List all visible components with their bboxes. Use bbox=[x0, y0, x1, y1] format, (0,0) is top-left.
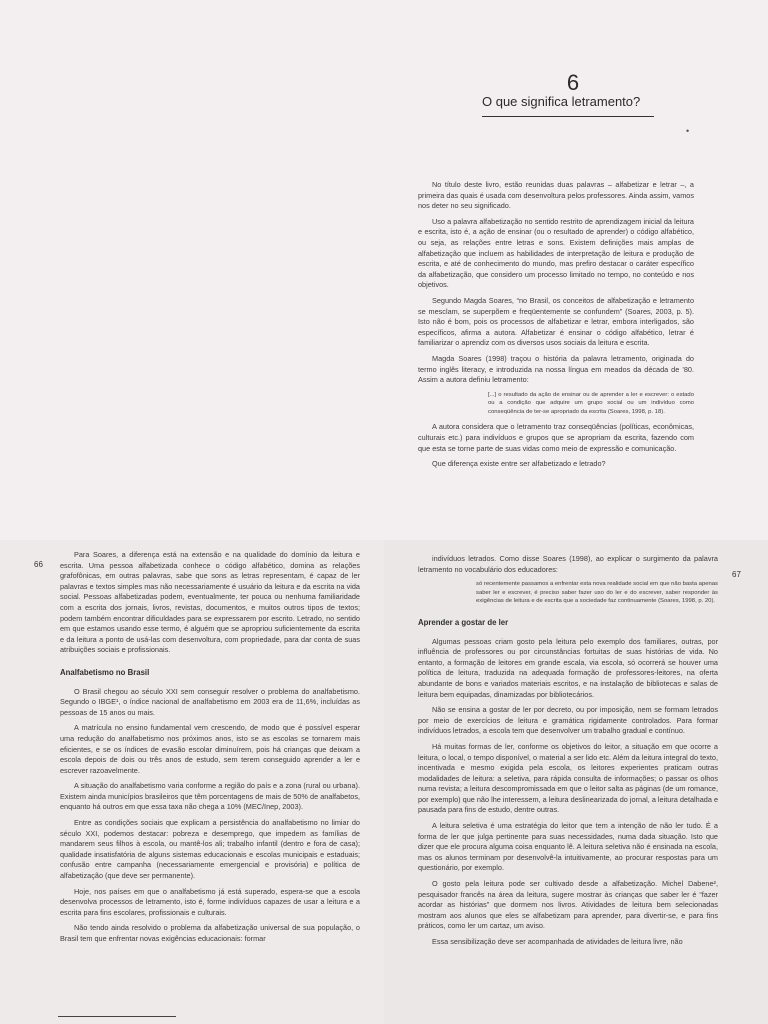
top-text-column bbox=[418, 180, 694, 475]
paragraph: O gosto pela leitura pode ser cultivado desde a alfabetização. Michel Dabene², pesquisador francês na área da leitura, sugere mostrar às crianças que saber ler é “fazer acordar as histórias” que dormem nos livros. Atividades de leitura bem selecionadas mostram aos alunos que eles se alfabetizam para aprender, para divertir-se, e para fins práticos, como ler um cartaz, um aviso. bbox=[418, 879, 718, 931]
left-text-column bbox=[60, 550, 360, 950]
paragraph: Há muitas formas de ler, conforme os objetivos do leitor, a situação em que ocorre a leitura, o local, o tempo disponível, o material a ser lido etc. Além da leitura integral do texto, incentivada e mesmo exigida pela escola, os leitores experientes praticam outras modalidades de leitura: a seletiva, para rápida consulta de informações; o passar os olhos numa revista; a leitura descompromissada em que o leitor salta as páginas (de um romance, por exemplo) que não lhe interessem, a leitura deslinearizada do jornal, a leitura detalhada e pausada para fins de estudo, dentre outras. bbox=[418, 741, 718, 815]
paragraph: A autora considera que o letramento traz conseqüências (políticas, econômicas, culturais etc.) para indivíduos e grupos que se apropriam da escrita, fazendo com que esta se torne parte de suas vidas como meio de expressão e comunicação. bbox=[418, 422, 694, 453]
page-number-right: 67 bbox=[732, 570, 741, 579]
paragraph: A leitura seletiva é uma estratégia do leitor que tem a intenção de não ler tudo. É a forma de ler que julga pertinente para suas necessidades, numa dada situação. Isto que dizer que ele procura alguma coisa enquanto lê. A leitura seletiva não é ensinada na escola, mas os alunos terminam por desenvolvê-la intuitivamente, ao procurar respostas para um questionário, por exemplo. bbox=[418, 821, 718, 873]
stray-mark: • bbox=[686, 126, 690, 136]
page-number-left: 66 bbox=[34, 560, 43, 569]
chapter-number: 6 bbox=[566, 70, 580, 95]
paragraph: Que diferença existe entre ser alfabetizado e letrado? bbox=[432, 459, 606, 469]
paragraph: O Brasil chegou ao século XXI sem conseguir resolver o problema do analfabetismo. Segundo o IBGE¹, o índice nacional de analfabetismo em 2003 era de 11,6%, incluídas as pessoas de 15 anos ou mais. bbox=[60, 686, 360, 717]
paragraph: Algumas pessoas criam gosto pela leitura pelo exemplo dos familiares, outras, por influência de professores ou por circunstâncias fortuitas de suas histórias de vida. No entanto, a formação de leitores em grande escala, via escola, só ocorrerá se houver uma política de leitura, traduzida na adequada formação de professores-leitores, na oferta abundante de bons e variados materiais escritos, e na instalação de bibliotecas e salas de leitura bem equipadas, dinamizadas por bibliotecários. bbox=[418, 636, 718, 699]
paragraph: Segundo Magda Soares, “no Brasil, os conceitos de alfabetização e letramento se mesclam, se superpõem e freqüentemente se confundem” (Soares, 2003, p. 5). Isto não é bom, pois os processos de alfabetizar e letrar, embora interligados, são específicos, afirma a autora. Alfabetizar é ensinar o código alfabético, letrar é familiarizar o aprendiz com os diversos usos sociais da leitura e escrita. bbox=[418, 295, 694, 348]
paragraph: Não tendo ainda resolvido o problema da alfabetização universal de sua população, o Brasil tem que enfrentar novas exigências educacionais: formar bbox=[60, 923, 360, 943]
footnote-rule bbox=[58, 1016, 176, 1017]
right-text-column bbox=[418, 554, 718, 953]
paragraph: A matrícula no ensino fundamental vem crescendo, de modo que é possível esperar uma redução do analfabetismo nos próximos anos, isto se as escolas se tornarem mais eficientes, e se os índices de evasão escolar diminuírem, pois há crianças que deixam a escola depois de dois ou três anos de estudo, sem terem conseguido aprender a ler e escrever razoavelmente. bbox=[60, 723, 360, 775]
paragraph: Hoje, nos países em que o analfabetismo já está superado, espera-se que a escola desenvolva processos de letramento, isto é, forme indivíduos capazes de usar a leitura e a escrita para fins escolares, profissionais e culturais. bbox=[60, 886, 360, 917]
paragraph: indivíduos letrados. Como disse Soares (1998), ao explicar o surgimento da palavra letramento no vocabulário dos educadores: bbox=[418, 554, 718, 574]
paragraph: No título deste livro, estão reunidas duas palavras – alfabetizar e letrar –, a primeira das quais é usada com desenvoltura pelos professores. Ainda assim, vamos nos deter no seu significado. bbox=[418, 180, 694, 211]
block-quote: [...] o resultado da ação de ensinar ou de aprender a ler e escrever: o estado ou a condição que adquire um grupo social ou um indivíduo como conseqüência de ter-se apropriado da escrita (Soares, 1998, p. 18). bbox=[488, 391, 694, 415]
paragraph: A situação do analfabetismo varia conforme a região do país e a zona (rural ou urbana). Existem ainda municípios brasileiros que têm porcentagens de mais de 50% de analfabetos, enquanto há outros em que essa taxa não chega a 10% (MEC/Inep, 2003). bbox=[60, 781, 360, 812]
paragraph: Uso a palavra alfabetização no sentido restrito de aprendizagem inicial da leitura e escrita, isto é, a ação de ensinar (ou o resultado de aprender) o código alfabético, ou seja, as relações entre letras e sons. Existem definições mais amplas de alfabetização que incluem as habilidades de interpretação de leitura e produção de escrita, e até de conhecimento do mundo, mas prefiro destacar o caráter específico da alfabetização, que considero um processo limitado no tempo, no conteúdo e nos objetivos. bbox=[418, 216, 694, 290]
section-heading: Analfabetismo no Brasil bbox=[60, 667, 150, 677]
chapter-title: O que significa letramento? bbox=[482, 94, 641, 109]
section-heading: Aprender a gostar de ler bbox=[418, 617, 509, 627]
paragraph: Para Soares, a diferença está na extensão e na qualidade do domínio da leitura e escrita. Uma pessoa alfabetizada conhece o código alfabético, domina as relações grafofônicas, em outras palavras, sabe que sons as letras representam, é capaz de ler palavras e textos simples mas não necessariamente é usuário da leitura e da escrita na vida social. Pessoas alfabetizadas podem, eventualmente, ter pouca ou nenhuma familiaridade com a escrita dos jornais, livros, revistas, documentos, e muitos outros tipos de textos; podem também encontrar dificuldades para se expressarem por escrito. Letrado, no sentido em que estamos usando esse termo, é alguém que se apropriou suficientemente da escrita e da leitura a ponto de usá-las com desenvoltura, com propriedade, para dar conta de suas atribuições sociais e profissionais. bbox=[60, 550, 360, 655]
block-quote: só recentemente passamos a enfrentar esta nova realidade social em que não basta apenas saber ler e escrever, é preciso saber fazer uso do ler e do escrever, saber responder às exigências de leitura e de escrita que a sociedade faz continuamente (Soares, 1998, p. 20). bbox=[476, 581, 718, 605]
paragraph: Magda Soares (1998) traçou o história da palavra letramento, originada do termo inglês literacy, e introduzida na nossa língua em meados da década de ’80. Assim a autora definiu letramento: bbox=[418, 353, 694, 385]
chapter-title-rule bbox=[482, 116, 654, 117]
paragraph: Entre as condições sociais que explicam a persistência do analfabetismo no limiar do século XXI, podemos destacar: pobreza e desemprego, que impedem as famílias de mandarem seus filhos à escola, ou mantê-los ali; trabalho infantil (dentro e fora de casa); qualidade insatisfatória de alguns sistemas educacionais e escolas municipais e estaduais; confusão entre campanha (necessariamente emergencial e provisória) e política de alfabetização (que deve ser permanente). bbox=[60, 818, 360, 881]
paragraph: Não se ensina a gostar de ler por decreto, ou por imposição, nem se formam letrados por meio de exercícios de leitura e gramática rigidamente controlados. Para formar indivíduos letrados, a escola tem que desenvolver um trabalho gradual e contínuo. bbox=[418, 705, 718, 736]
paragraph: Essa sensibilização deve ser acompanhada de atividades de leitura livre, não bbox=[432, 937, 683, 946]
